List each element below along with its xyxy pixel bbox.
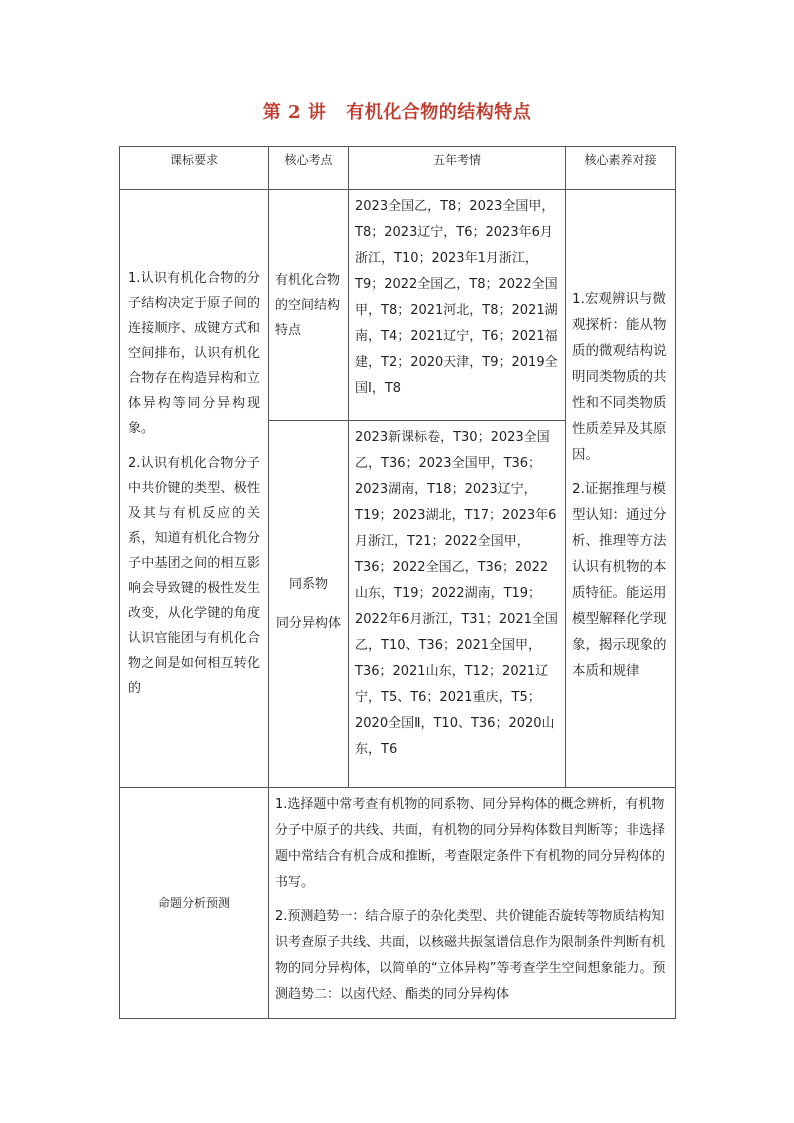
header-key-points: 核心考点: [269, 147, 349, 190]
header-five-year-exams: 五年考情: [349, 147, 566, 190]
exam-history-row1: 2023全国乙，T8；2023全国甲，T8；2023辽宁，T6；2023年6月浙江，T10；2023年1月浙江，T9；2022全国乙，T8；2022全国甲，T8；2021河北，T8；2021湖南，T4；2021辽宁，T6；2021福建，T2；2020天津，T9；2019全国Ⅰ，T8: [349, 190, 566, 421]
exam-analysis-table: [119, 146, 676, 1019]
table-row: [120, 190, 676, 421]
page-title: [0, 98, 794, 124]
exam-history-row2: 2023新课标卷，T30；2023全国乙，T36；2023全国甲，T36；2023湖南，T18；2023辽宁，T19；2023湖北，T17；2023年6月浙江，T21；2022全国甲，T36；2022全国乙，T36；2022山东，T19；2022湖南，T19；2022年6月浙江，T31；2021全国乙，T10、T36；2021全国甲，T36；2021山东，T12；2021辽宁，T5、T6；2021重庆，T5；2020全国Ⅱ，T10、T36；2020山东，T6: [349, 421, 566, 788]
key-point-spatial-structure: 有机化合物的空间结构特点: [269, 190, 349, 421]
table-row: [120, 788, 676, 1019]
lecture-number: 第 2 讲: [262, 102, 327, 123]
core-literacy-1: 1.宏观辨识与微观探析：能从物质的微观结构说明同类物质的共性和不同类物质性质差异及其原因。: [572, 290, 667, 463]
requirement-1: 1.认识有机化合物的分子结构决定于原子间的连接顺序、成键方式和空间排布，认识有机化合物存在构造异构和立体异构等同分异构现象。: [128, 271, 260, 436]
requirement-2: 2.认识有机化合物分子中共价键的类型、极性及其与有机反应的关系，知道有机化合物分子中基团之间的相互影响会导致键的极性发生改变，从化学键的角度认识官能团与有机化合物之间是如何相互转化的: [128, 456, 260, 696]
prediction-label: 命题分析预测: [120, 788, 269, 1019]
curriculum-requirements-cell: [120, 190, 269, 788]
key-point-isomers: 同分异构体: [275, 616, 341, 631]
key-point-homologues: 同系物: [288, 577, 328, 592]
core-literacy-cell: [566, 190, 676, 788]
header-core-literacy: 核心素养对接: [566, 147, 676, 190]
header-curriculum: 课标要求: [120, 147, 269, 190]
prediction-cell: [269, 788, 676, 1019]
prediction-1: 1.选择题中常考查有机物的同系物、同分异构体的概念辨析，有机物分子中原子的共线、共面，有机物的同分异构体数目判断等；非选择题中常结合有机合成和推断，考查限定条件下有机物的同分异构体的书写。: [275, 797, 666, 890]
prediction-2: 2.预测趋势一：结合原子的杂化类型、共价键能否旋转等物质结构知识考查原子共线、共面，以核磁共振氢谱信息作为限制条件判断有机物的同分异构体，以简单的“立体异构”等考查学生空间想象能力。预测趋势二：以卤代烃、酯类的同分异构体: [275, 909, 666, 1002]
lecture-topic: 有机化合物的结构特点: [346, 102, 532, 123]
core-literacy-2: 2.证据推理与模型认知：通过分析、推理等方法认识有机物的本质特征。能运用模型解释化学现象，揭示现象的本质和规律: [572, 480, 667, 679]
table-header-row: [120, 147, 676, 190]
key-point-homologues-isomers: [269, 421, 349, 788]
